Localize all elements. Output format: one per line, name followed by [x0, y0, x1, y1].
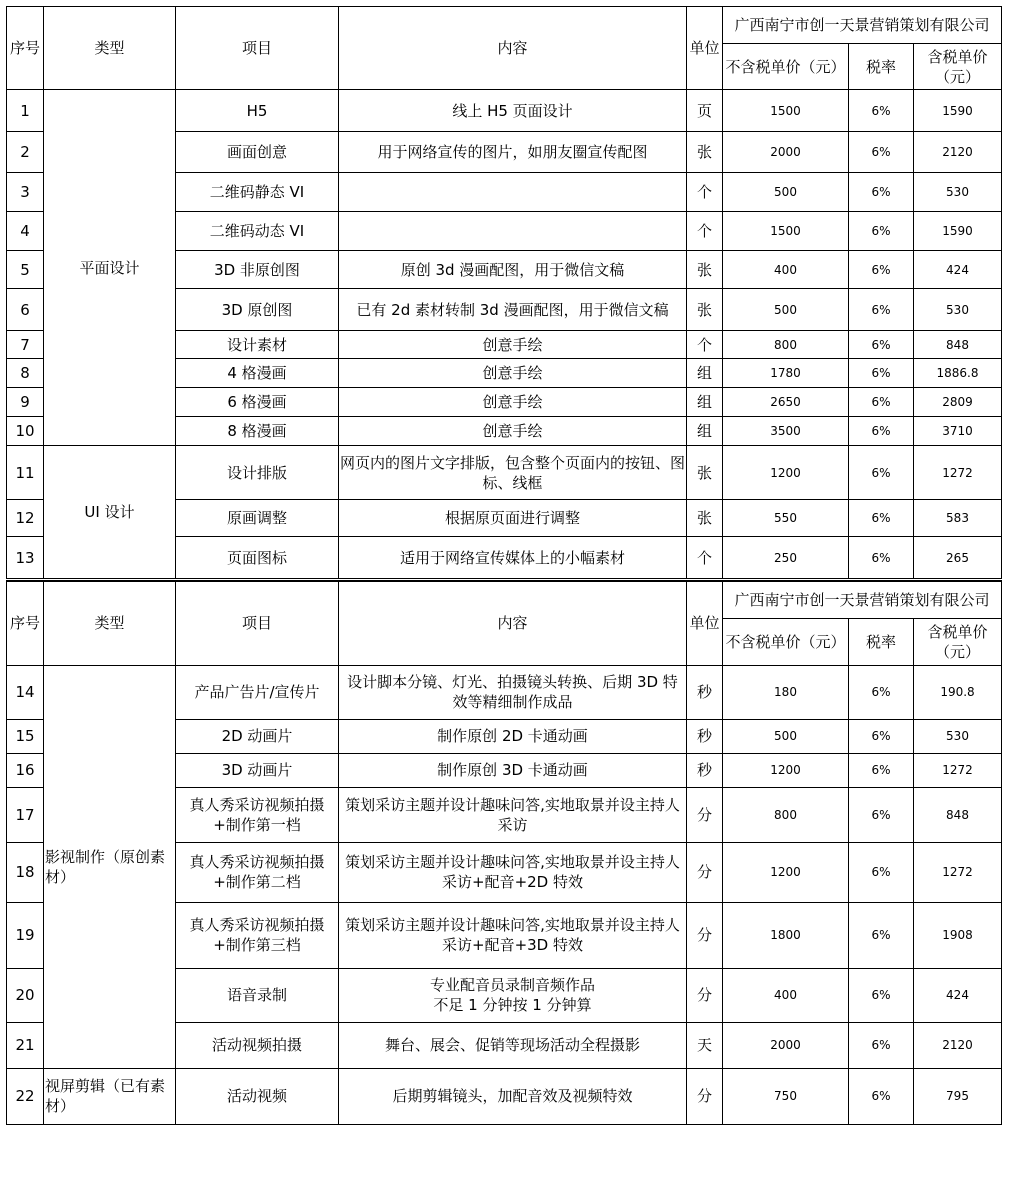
row-price-ex: 1780 [723, 359, 849, 388]
row-unit: 张 [687, 289, 723, 331]
row-content: 创意手绘 [339, 388, 687, 417]
row-no: 14 [7, 665, 44, 719]
row-no: 5 [7, 251, 44, 289]
row-unit: 个 [687, 537, 723, 579]
header-price-ex: 不含税单价（元） [723, 618, 849, 665]
header-tax: 税率 [849, 44, 914, 90]
row-item: 4 格漫画 [176, 359, 339, 388]
header-company: 广西南宁市创一天景营销策划有限公司 [723, 7, 1002, 44]
row-price-ex: 1200 [723, 753, 849, 787]
row-item: 3D 动画片 [176, 753, 339, 787]
row-unit: 个 [687, 331, 723, 359]
row-price-in: 1272 [914, 842, 1002, 902]
row-price-in: 1908 [914, 902, 1002, 968]
row-no: 6 [7, 289, 44, 331]
row-price-ex: 750 [723, 1068, 849, 1124]
row-content: 策划采访主题并设计趣味问答,实地取景并设主持人采访+配音+2D 特效 [339, 842, 687, 902]
row-no: 4 [7, 212, 44, 251]
row-price-in: 424 [914, 251, 1002, 289]
row-unit: 页 [687, 90, 723, 132]
row-content: 线上 H5 页面设计 [339, 90, 687, 132]
header-seq: 序号 [7, 581, 44, 665]
header-type: 类型 [44, 581, 176, 665]
row-item: 二维码动态 VI [176, 212, 339, 251]
row-price-in: 2809 [914, 388, 1002, 417]
row-type: 平面设计 [44, 90, 176, 446]
row-price-in: 1590 [914, 212, 1002, 251]
row-unit: 组 [687, 388, 723, 417]
row-content: 制作原创 2D 卡通动画 [339, 719, 687, 753]
row-price-ex: 180 [723, 665, 849, 719]
row-unit: 个 [687, 173, 723, 212]
row-no: 16 [7, 753, 44, 787]
row-price-in: 848 [914, 331, 1002, 359]
row-unit: 天 [687, 1022, 723, 1068]
row-price-in: 530 [914, 289, 1002, 331]
row-item: 真人秀采访视频拍摄+制作第一档 [176, 787, 339, 842]
row-no: 15 [7, 719, 44, 753]
row-tax: 6% [849, 331, 914, 359]
row-tax: 6% [849, 90, 914, 132]
row-item: 语音录制 [176, 968, 339, 1022]
row-content: 后期剪辑镜头，加配音效及视频特效 [339, 1068, 687, 1124]
row-content: 创意手绘 [339, 331, 687, 359]
row-no: 19 [7, 902, 44, 968]
row-price-in: 530 [914, 719, 1002, 753]
row-price-ex: 3500 [723, 417, 849, 446]
row-tax: 6% [849, 289, 914, 331]
row-tax: 6% [849, 132, 914, 173]
row-no: 3 [7, 173, 44, 212]
row-unit: 分 [687, 1068, 723, 1124]
row-unit: 分 [687, 842, 723, 902]
row-tax: 6% [849, 719, 914, 753]
row-content: 舞台、展会、促销等现场活动全程摄影 [339, 1022, 687, 1068]
row-no: 18 [7, 842, 44, 902]
row-price-in: 3710 [914, 417, 1002, 446]
row-tax: 6% [849, 753, 914, 787]
row-price-ex: 2000 [723, 1022, 849, 1068]
row-price-ex: 2650 [723, 388, 849, 417]
row-unit: 组 [687, 417, 723, 446]
row-tax: 6% [849, 1022, 914, 1068]
row-tax: 6% [849, 251, 914, 289]
row-price-ex: 800 [723, 331, 849, 359]
row-content: 策划采访主题并设计趣味问答,实地取景并设主持人采访 [339, 787, 687, 842]
row-type: 视屏剪辑（已有素材） [44, 1068, 176, 1124]
row-content-note: 不足 1 分钟按 1 分钟算 [433, 996, 592, 1014]
row-content: 创意手绘 [339, 359, 687, 388]
header-content: 内容 [339, 581, 687, 665]
row-tax: 6% [849, 842, 914, 902]
row-tax: 6% [849, 537, 914, 579]
row-content: 设计脚本分镜、灯光、拍摄镜头转换、后期 3D 特效等精细制作成品 [339, 665, 687, 719]
row-tax: 6% [849, 902, 914, 968]
row-unit: 张 [687, 132, 723, 173]
header-price-in: 含税单价（元） [914, 44, 1002, 90]
row-price-ex: 800 [723, 787, 849, 842]
header-item: 项目 [176, 581, 339, 665]
row-price-in: 2120 [914, 132, 1002, 173]
row-unit: 张 [687, 500, 723, 537]
row-price-in: 848 [914, 787, 1002, 842]
row-no: 20 [7, 968, 44, 1022]
row-no: 10 [7, 417, 44, 446]
row-price-ex: 1800 [723, 902, 849, 968]
row-price-ex: 1500 [723, 212, 849, 251]
row-no: 21 [7, 1022, 44, 1068]
row-unit: 组 [687, 359, 723, 388]
header-item: 项目 [176, 7, 339, 90]
row-price-ex: 250 [723, 537, 849, 579]
row-item: 真人秀采访视频拍摄+制作第二档 [176, 842, 339, 902]
row-content: 专业配音员录制音频作品 不足 1 分钟按 1 分钟算 [339, 968, 687, 1022]
row-price-in: 265 [914, 537, 1002, 579]
row-item: 活动视频 [176, 1068, 339, 1124]
row-item: H5 [176, 90, 339, 132]
row-no: 1 [7, 90, 44, 132]
header-unit: 单位 [687, 581, 723, 665]
row-price-in: 190.8 [914, 665, 1002, 719]
row-price-in: 530 [914, 173, 1002, 212]
header-price-ex: 不含税单价（元） [723, 44, 849, 90]
row-unit: 分 [687, 968, 723, 1022]
row-price-in: 2120 [914, 1022, 1002, 1068]
row-item: 页面图标 [176, 537, 339, 579]
row-content: 原创 3d 漫画配图，用于微信文稿 [339, 251, 687, 289]
row-price-in: 1886.8 [914, 359, 1002, 388]
table-row [7, 90, 1002, 132]
row-content: 根据原页面进行调整 [339, 500, 687, 537]
row-tax: 6% [849, 665, 914, 719]
row-tax: 6% [849, 500, 914, 537]
price-table-design [6, 6, 1002, 579]
table-row [7, 1068, 1002, 1124]
row-no: 11 [7, 446, 44, 500]
row-unit: 分 [687, 902, 723, 968]
row-item: 设计素材 [176, 331, 339, 359]
row-item: 画面创意 [176, 132, 339, 173]
row-item: 8 格漫画 [176, 417, 339, 446]
row-content: 已有 2d 素材转制 3d 漫画配图，用于微信文稿 [339, 289, 687, 331]
row-type: 影视制作（原创素材） [44, 665, 176, 1068]
row-tax: 6% [849, 1068, 914, 1124]
row-unit: 秒 [687, 753, 723, 787]
row-tax: 6% [849, 446, 914, 500]
header-seq: 序号 [7, 7, 44, 90]
row-price-ex: 500 [723, 173, 849, 212]
row-no: 12 [7, 500, 44, 537]
row-item: 产品广告片/宣传片 [176, 665, 339, 719]
row-content: 策划采访主题并设计趣味问答,实地取景并设主持人采访+配音+3D 特效 [339, 902, 687, 968]
row-tax: 6% [849, 173, 914, 212]
row-tax: 6% [849, 388, 914, 417]
row-no: 9 [7, 388, 44, 417]
row-unit: 张 [687, 251, 723, 289]
row-tax: 6% [849, 417, 914, 446]
row-price-ex: 1200 [723, 842, 849, 902]
row-item: 3D 非原创图 [176, 251, 339, 289]
row-price-ex: 400 [723, 251, 849, 289]
row-unit: 张 [687, 446, 723, 500]
header-tax: 税率 [849, 618, 914, 665]
row-price-in: 583 [914, 500, 1002, 537]
row-price-in: 1272 [914, 446, 1002, 500]
header-unit: 单位 [687, 7, 723, 90]
row-content: 适用于网络宣传媒体上的小幅素材 [339, 537, 687, 579]
row-price-ex: 2000 [723, 132, 849, 173]
row-price-ex: 550 [723, 500, 849, 537]
row-price-in: 795 [914, 1068, 1002, 1124]
row-content: 网页内的图片文字排版，包含整个页面内的按钮、图标、线框 [339, 446, 687, 500]
header-content: 内容 [339, 7, 687, 90]
row-tax: 6% [849, 787, 914, 842]
row-tax: 6% [849, 359, 914, 388]
row-item: 真人秀采访视频拍摄+制作第三档 [176, 902, 339, 968]
row-content: 创意手绘 [339, 417, 687, 446]
header-price-in: 含税单价（元） [914, 618, 1002, 665]
row-price-in: 1590 [914, 90, 1002, 132]
row-no: 7 [7, 331, 44, 359]
row-no: 17 [7, 787, 44, 842]
table-row [7, 446, 1002, 500]
row-tax: 6% [849, 212, 914, 251]
row-price-ex: 400 [723, 968, 849, 1022]
row-no: 8 [7, 359, 44, 388]
row-no: 22 [7, 1068, 44, 1124]
row-item: 2D 动画片 [176, 719, 339, 753]
table-row [7, 665, 1002, 719]
row-price-ex: 500 [723, 289, 849, 331]
row-unit: 个 [687, 212, 723, 251]
row-item: 6 格漫画 [176, 388, 339, 417]
header-type: 类型 [44, 7, 176, 90]
row-item: 二维码静态 VI [176, 173, 339, 212]
header-company: 广西南宁市创一天景营销策划有限公司 [723, 581, 1002, 618]
row-item: 原画调整 [176, 500, 339, 537]
row-price-in: 1272 [914, 753, 1002, 787]
row-content [339, 212, 687, 251]
row-price-ex: 1200 [723, 446, 849, 500]
row-tax: 6% [849, 968, 914, 1022]
row-no: 2 [7, 132, 44, 173]
row-no: 13 [7, 537, 44, 579]
row-price-ex: 500 [723, 719, 849, 753]
row-unit: 分 [687, 787, 723, 842]
row-price-in: 424 [914, 968, 1002, 1022]
row-content: 用于网络宣传的图片，如朋友圈宣传配图 [339, 132, 687, 173]
row-price-ex: 1500 [723, 90, 849, 132]
price-table-video [6, 580, 1002, 1125]
row-type: UI 设计 [44, 446, 176, 579]
row-item: 3D 原创图 [176, 289, 339, 331]
row-item: 设计排版 [176, 446, 339, 500]
row-unit: 秒 [687, 665, 723, 719]
row-content: 制作原创 3D 卡通动画 [339, 753, 687, 787]
row-content [339, 173, 687, 212]
row-item: 活动视频拍摄 [176, 1022, 339, 1068]
row-unit: 秒 [687, 719, 723, 753]
